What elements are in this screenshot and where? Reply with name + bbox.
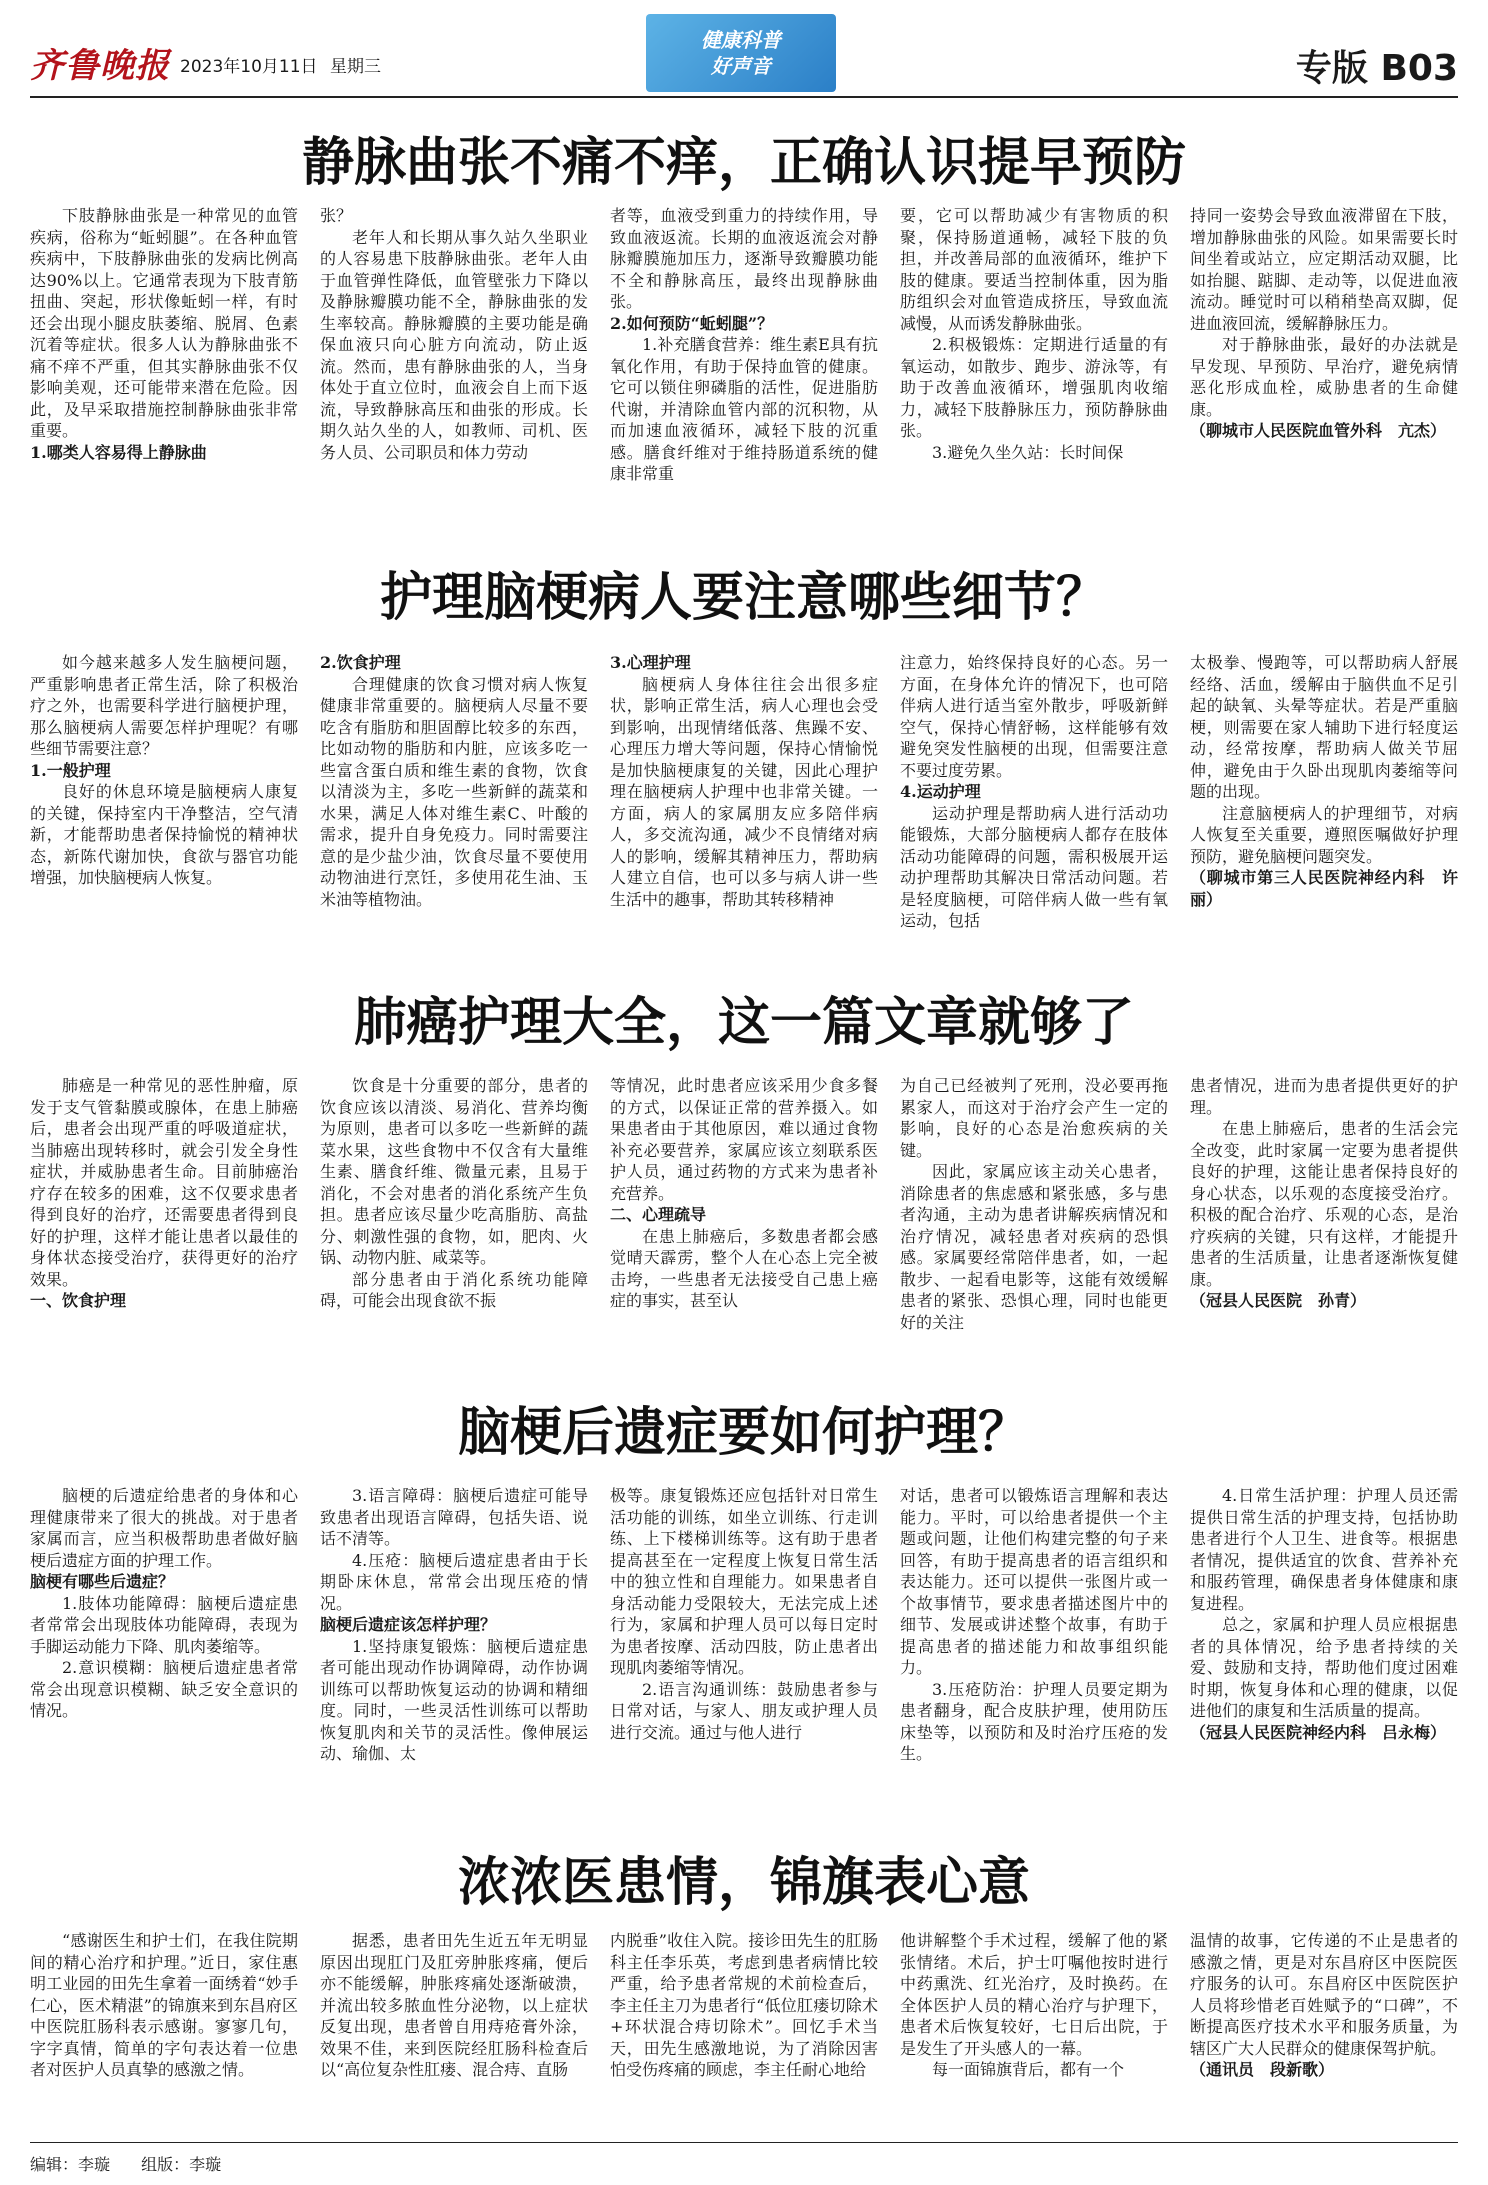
masthead-rule [30,96,1458,98]
text-column [1190,205,1458,535]
subheading: 一、饮食护理 [30,1291,127,1310]
paragraph: 脑梗病人身体往往会出很多症状，影响正常生活，病人心理也会受到影响，出现情绪低落、焦躁不安、心理压力增大等问题，保持心情愉悦是加快脑梗康复的关键，因此心理护理在脑梗病人护理中也非常关键。一方面，病人的家属朋友应多陪伴病人，多交流沟通，减少不良情绪对病人的影响，缓解其精神压力，帮助病人建立自信，也可以多与病人讲一些生活中的趣事，帮助其转移精神 [610,674,878,909]
paragraph: 他讲解整个手术过程，缓解了他的紧张情绪。术后，护士叮嘱他按时进行中药熏洗、红光治疗，及时换药。在全体医护人员的精心治疗与护理下，患者术后恢复较好，七日后出院，于是发生了开头感人的一幕。 [900,1931,1168,2058]
paragraph: 据悉，患者田先生近五年无明显原因出现肛门及肛旁肿胀疼痛，便后亦不能缓解，肿胀疼痛处逐渐破溃，并流出较多脓血性分泌物，以上症状反复出现，患者曾自用痔疮膏外涂，效果不佳，来到医院经肛肠科检查后以“高位复杂性肛瘘、混合痔、直肠 [320,1931,588,2079]
subheading: 1.一般护理 [30,760,111,780]
subheading: 脑梗后遗症该怎样护理？ [320,1615,497,1634]
byline: （通讯员 段新歌） [1190,2060,1335,2079]
text-column [320,652,588,962]
paragraph: 温情的故事，它传递的不止是患者的感激之情，更是对东昌府区中医院医疗服务的认可。东昌府区中医院医护人员将珍惜老百姓赋予的“口碑”，不断提高医疗技术水平和服务质量，为辖区广大人民群众的健康保驾护航。 [1190,1931,1458,2058]
article-headline: 浓浓医患情，锦旗表心意 [457,1852,1030,1913]
publication-weekday: 星期三 [330,57,381,77]
footer [30,2152,247,2175]
subheading: 脑梗有哪些后遗症？ [30,1572,175,1591]
paragraph: 良好的休息环境是脑梗病人康复的关键，保持室内干净整洁，空气清新，才能帮助患者保持愉悦的精神状态，新陈代谢加快，食欲与器官功能增强，加快脑梗病人恢复。 [30,782,298,887]
paragraph: 者等，血液受到重力的持续作用，导致血液返流。长期的血液返流会对静脉瓣膜施加压力，逐渐导致瓣膜功能不全和静脉高压，最终出现静脉曲张。 [610,206,878,311]
article-body [30,205,1458,535]
byline: （聊城市人民医院血管外科 亢杰） [1190,421,1447,440]
article-headline: 肺癌护理大全，这一篇文章就够了 [353,992,1134,1053]
subheading: 4.运动护理 [900,782,981,801]
text-column [900,1075,1168,1375]
paragraph: 每一面锦旗背后，都有一个 [932,2060,1125,2079]
text-column [610,1485,878,1815]
paragraph: 极等。康复锻炼还应包括针对日常生活功能的训练，如坐立训练、行走训练、上下楼梯训练等。这有助于患者提高甚至在一定程度上恢复日常生活中的独立性和自理能力。如果患者自身活动能力受限较大，无法完成上述行为，家属和护理人员可以每日定时为患者按摩、活动四肢，防止患者出现肌肉萎缩等情况。 [610,1486,878,1677]
text-column [1190,652,1458,962]
subheading: 3.心理护理 [610,653,691,672]
text-column [610,205,878,535]
paragraph: 在患上肺癌后，多数患者都会感觉晴天霹雳，整个人在心态上完全被击垮，一些患者无法接受自己患上癌症的事实，甚至认 [610,1226,878,1310]
text-column [610,1930,878,2135]
paragraph: “感谢医生和护士们，在我住院期间的精心治疗和护理。”近日，家住惠明工业园的田先生拿着一面绣着“妙手仁心，医术精湛”的锦旗来到东昌府区中医院肛肠科表示感谢。寥寥几句，字字真情，简单的字句表达着一位患者对医护人员真挚的感激之情。 [30,1931,298,2079]
text-column [610,652,878,962]
subheading: 2.如何预防“蚯蚓腿”？ [610,313,774,333]
paragraph: 张？ [320,206,353,225]
paragraph: 为自己已经被判了死刑，没必要再拖累家人，而这对于治疗会产生一定的影响，良好的心态是治愈疾病的关键。 [900,1076,1168,1160]
text-column [320,205,588,535]
paragraph: 注意力，始终保持良好的心态。另一方面，在身体允许的情况下，也可陪伴病人进行适当室外散步，呼吸新鲜空气，保持心情舒畅，这样能够有效避免突发性脑梗的出现，但需要注意不要过度劳累。 [900,653,1168,780]
text-column [900,205,1168,535]
text-column [900,1930,1168,2135]
paragraph: 在患上肺癌后，患者的生活会完全改变，此时家属一定要为患者提供良好的护理，这能让患者保持良好的身心状态，以乐观的态度接受治疗。积极的配合治疗、乐观的心态，是治疗疾病的关键，只有这样，才能提升患者的生活质量，让患者逐渐恢复健康。 [1190,1119,1458,1289]
article-headline: 静脉曲张不痛不痒，正确认识提早预防 [301,132,1186,193]
paragraph: 2.积极锻炼：定期进行适量的有氧运动，如散步、跑步、游泳等，有助于改善血液循环，增强肌肉收缩力，减轻下肢静脉压力，预防静脉曲张。 [900,335,1168,440]
paragraph: 饮食是十分重要的部分，患者的饮食应该以清淡、易消化、营养均衡为原则，患者可以多吃一些新鲜的蔬菜水果，这些食物中不仅含有大量维生素、膳食纤维、微量元素，且易于消化，不会对患者的消化系统产生负担。患者应该尽量少吃高脂肪、高盐分、刺激性强的食物，如，肥肉、火锅、动物内脏、咸菜等。 [320,1076,588,1267]
text-column [30,1930,298,2135]
paragraph: 对于静脉曲张，最好的办法就是早发现、早预防、早治疗，避免病情恶化形成血栓，威胁患者的生命健康。 [1190,335,1458,419]
article-headline: 护理脑梗病人要注意哪些细节？ [379,567,1108,628]
paragraph: 3.避免久坐久站：长时间保 [932,442,1124,462]
paragraph: 太极拳、慢跑等，可以帮助病人舒展经络、活血，缓解由于脑供血不足引起的缺氧、头晕等症状。若是严重脑梗，则需要在家人辅助下进行轻度运动，经常按摩，帮助病人做关节屈伸，避免由于久卧出现肌肉萎缩等问题的出现。 [1190,653,1458,801]
paragraph: 内脱垂”收住入院。接诊田先生的肛肠科主任李乐英，考虑到患者病情比较严重，给予患者常规的术前检查后，李主任主刀为患者行“低位肛瘘切除术+环状混合痔切除术”。回忆手术当天，田先生感激地说，为了消除因害怕受伤疼痛的顾虑，李主任耐心地给 [610,1931,878,2079]
subheading: 2.饮食护理 [320,653,401,672]
paragraph: 3.语言障碍：脑梗后遗症可能导致患者出现语言障碍，包括失语、说话不清等。 [320,1486,588,1548]
paper-name-logo: 齐鲁晚报 [30,46,170,86]
masthead [30,14,1458,94]
paragraph: 1.肢体功能障碍：脑梗后遗症患者常常会出现肢体功能障碍，表现为手脚运动能力下降、肌肉萎缩等。 [30,1593,298,1656]
paragraph: 4.压疮：脑梗后遗症患者由于长期卧床休息，常常会出现压疮的情况。 [320,1550,588,1613]
paragraph: 对话，患者可以锻炼语言理解和表达能力。平时，可以给患者提供一个主题或问题，让他们构建完整的句子来回答，有助于提高患者的语言组织和表达能力。还可以提供一张图片或一个故事情节，要求患者描述图片中的细节、发展或讲述整个故事，有助于提高患者的描述能力和故事组织能力。 [900,1486,1168,1677]
text-column [30,652,298,962]
paragraph: 患者情况，进而为患者提供更好的护理。 [1190,1076,1458,1117]
subheading: 二、心理疏导 [610,1205,707,1224]
byline: （冠县人民医院神经内科 吕永梅） [1190,1722,1447,1742]
text-column [1190,1075,1458,1375]
article-body [30,1485,1458,1815]
publication-date: 2023年10月11日 [180,57,318,77]
text-column [30,205,298,535]
paragraph: 老年人和长期从事久站久坐职业的人容易患下肢静脉曲张。老年人由于血管弹性降低，血管壁张力下降以及静脉瓣膜功能不全，静脉曲张的发生率较高。静脉瓣膜的主要功能是确保血液只向心脏方向流动，防止返流。然而，患有静脉曲张的人，当身体处于直立位时，血液会自上而下返流，导致静脉高压和曲张的形成。长期久站久坐的人，如教师、司机、医务人员、公司职员和体力劳动 [320,227,588,462]
text-column [30,1075,298,1375]
paragraph: 2.意识模糊：脑梗后遗症患者常常会出现意识模糊、缺乏安全意识的情况。 [30,1658,298,1720]
paragraph: 2.语言沟通训练：鼓励患者参与日常对话，与家人、朋友或护理人员进行交流。通过与他人进行 [610,1679,878,1742]
article-headline: 脑梗后遗症要如何护理？ [457,1402,1030,1463]
paragraph: 肺癌是一种常见的恶性肿瘤，原发于支气管黏膜或腺体，在患上肺癌后，患者会出现严重的呼吸道症状，当肺癌出现转移时，就会引发全身性症状，并威胁患者生命。目前肺癌治疗存在较多的困难，这不仅要求患者得到良好的治疗，还需要患者得到良好的护理，这样才能让患者以最佳的身体状态接受治疗，获得更好的治疗效果。 [30,1076,298,1289]
text-column [1190,1930,1458,2135]
paragraph: 注意脑梗病人的护理细节，对病人恢复至关重要，遵照医嘱做好护理预防，避免脑梗问题突发。 [1190,803,1458,866]
paragraph: 持同一姿势会导致血液滞留在下肢，增加静脉曲张的风险。如果需要长时间坐着或站立，应定期活动双腿，比如抬腿、踮脚、走动等，以促进血液流动。睡觉时可以稍稍垫高双脚，促进血液回流，缓解静脉压力。 [1190,206,1458,333]
paragraph: 总之，家属和护理人员应根据患者的具体情况，给予患者持续的关爱、鼓励和支持，帮助他们度过困难时期，恢复身体和心理的健康，以促进他们的康复和生活质量的提高。 [1190,1615,1458,1720]
byline: （冠县人民医院 孙青） [1190,1291,1367,1310]
paragraph: 要，它可以帮助减少有害物质的积聚，保持肠道通畅，减轻下肢的负担，并改善局部的血液循环，维护下肢的健康。要适当控制体重，因为脂肪组织会对血管造成挤压，导致血流减慢，从而诱发静脉曲张。 [900,206,1168,333]
text-column [1190,1485,1458,1815]
paragraph: 1.补充膳食营养：维生素E具有抗氧化作用，有助于保持血管的健康。它可以锁住卵磷脂的活性，促进脂肪代谢，并清除血管内部的沉积物，从而加速血液循环，减轻下肢的沉重感。膳食纤维对于维持肠道系统的健康非常重 [610,335,878,483]
text-column [320,1930,588,2135]
paragraph: 部分患者由于消化系统功能障碍，可能会出现食欲不振 [320,1269,588,1310]
text-column [900,652,1168,962]
text-column [610,1075,878,1375]
banner-line-1: 健康科普 [701,28,781,52]
column-banner [646,14,836,92]
paragraph: 下肢静脉曲张是一种常见的血管疾病，俗称为“蚯蚓腿”。在各种血管疾病中，下肢静脉曲张的发病比例高达90%以上。它通常表现为下肢青筋扭曲、突起，形状像蚯蚓一样，有时还会出现小腿皮肤萎缩、脱屑、色素沉着等症状。很多人认为静脉曲张不痛不痒不严重，但其实静脉曲张不仅影响美观，还可能带来潜在危险。因此，及早采取措施控制静脉曲张非常重要。 [30,206,298,440]
byline: （聊城市第三人民医院神经内科 许丽） [1190,868,1458,909]
subheading: 1.哪类人容易得上静脉曲 [30,442,207,462]
paragraph: 合理健康的饮食习惯对病人恢复健康非常重要的。脑梗病人尽量不要吃含有脂肪和胆固醇比较多的东西，比如动物的脂肪和内脏，应该多吃一些富含蛋白质和维生素的食物，饮食以清淡为主，多吃一些新鲜的蔬菜和水果，满足人体对维生素C、叶酸的需求，提升自身免疫力。同时需要注意的是少盐少油，饮食尽量不要使用动物油进行烹饪，多使用花生油、玉米油等植物油。 [320,674,588,909]
article-body [30,1075,1458,1375]
layout-credit: 组版：李璇 [141,2155,222,2174]
text-column [320,1485,588,1815]
article-body [30,652,1458,962]
paragraph: 脑梗的后遗症给患者的身体和心理健康带来了很大的挑战。对于患者家属而言，应当积极帮助患者做好脑梗后遗症方面的护理工作。 [30,1486,298,1570]
paragraph: 因此，家属应该主动关心患者，消除患者的焦虑感和紧张感，多与患者沟通，主动为患者讲解疾病情况和治疗情况，减轻患者对疾病的恐惧感。家属要经常陪伴患者，如，一起散步、一起看电影等，这能有效缓解患者的紧张、恐惧心理，同时也能更好的关注 [900,1162,1168,1332]
banner-line-2: 好声音 [711,54,771,78]
paragraph: 等情况，此时患者应该采用少食多餐的方式，以保证正常的营养摄入。如果患者由于其他原因，难以通过食物补充必要营养，家属应该立刻联系医护人员，通过药物的方式来为患者补充营养。 [610,1076,878,1203]
paragraph: 4.日常生活护理：护理人员还需提供日常生活的护理支持，包括协助患者进行个人卫生、进食等。根据患者情况，提供适宜的饮食、营养补充和服药管理，确保患者身体健康和康复进程。 [1190,1486,1458,1613]
article-body [30,1930,1458,2135]
text-column [30,1485,298,1815]
paragraph: 运动护理是帮助病人进行活动功能锻炼，大部分脑梗病人都存在肢体活动功能障碍的问题，需积极展开运动护理帮助其解决日常活动问题。若是轻度脑梗，可陪伴病人做一些有氧运动，包括 [900,803,1168,930]
text-column [900,1485,1168,1815]
editor-credit: 编辑：李璇 [30,2155,111,2174]
text-column [320,1075,588,1375]
paragraph: 如今越来越多人发生脑梗问题，严重影响患者正常生活，除了积极治疗之外，也需要科学进行脑梗护理，那么脑梗病人需要怎样护理呢？有哪些细节需要注意？ [30,653,298,758]
paragraph: 3.压疮防治：护理人员要定期为患者翻身，配合皮肤护理，使用防压床垫等，以预防和及时治疗压疮的发生。 [900,1679,1168,1763]
paragraph: 1.坚持康复锻炼：脑梗后遗症患者可能出现动作协调障碍，动作协调训练可以帮助恢复运动的协调和精细度。同时，一些灵活性训练可以帮助恢复肌肉和关节的灵活性。像伸展运动、瑜伽、太 [320,1636,588,1763]
page-label: 专版 B03 [1295,48,1458,89]
footer-rule [30,2142,1458,2143]
